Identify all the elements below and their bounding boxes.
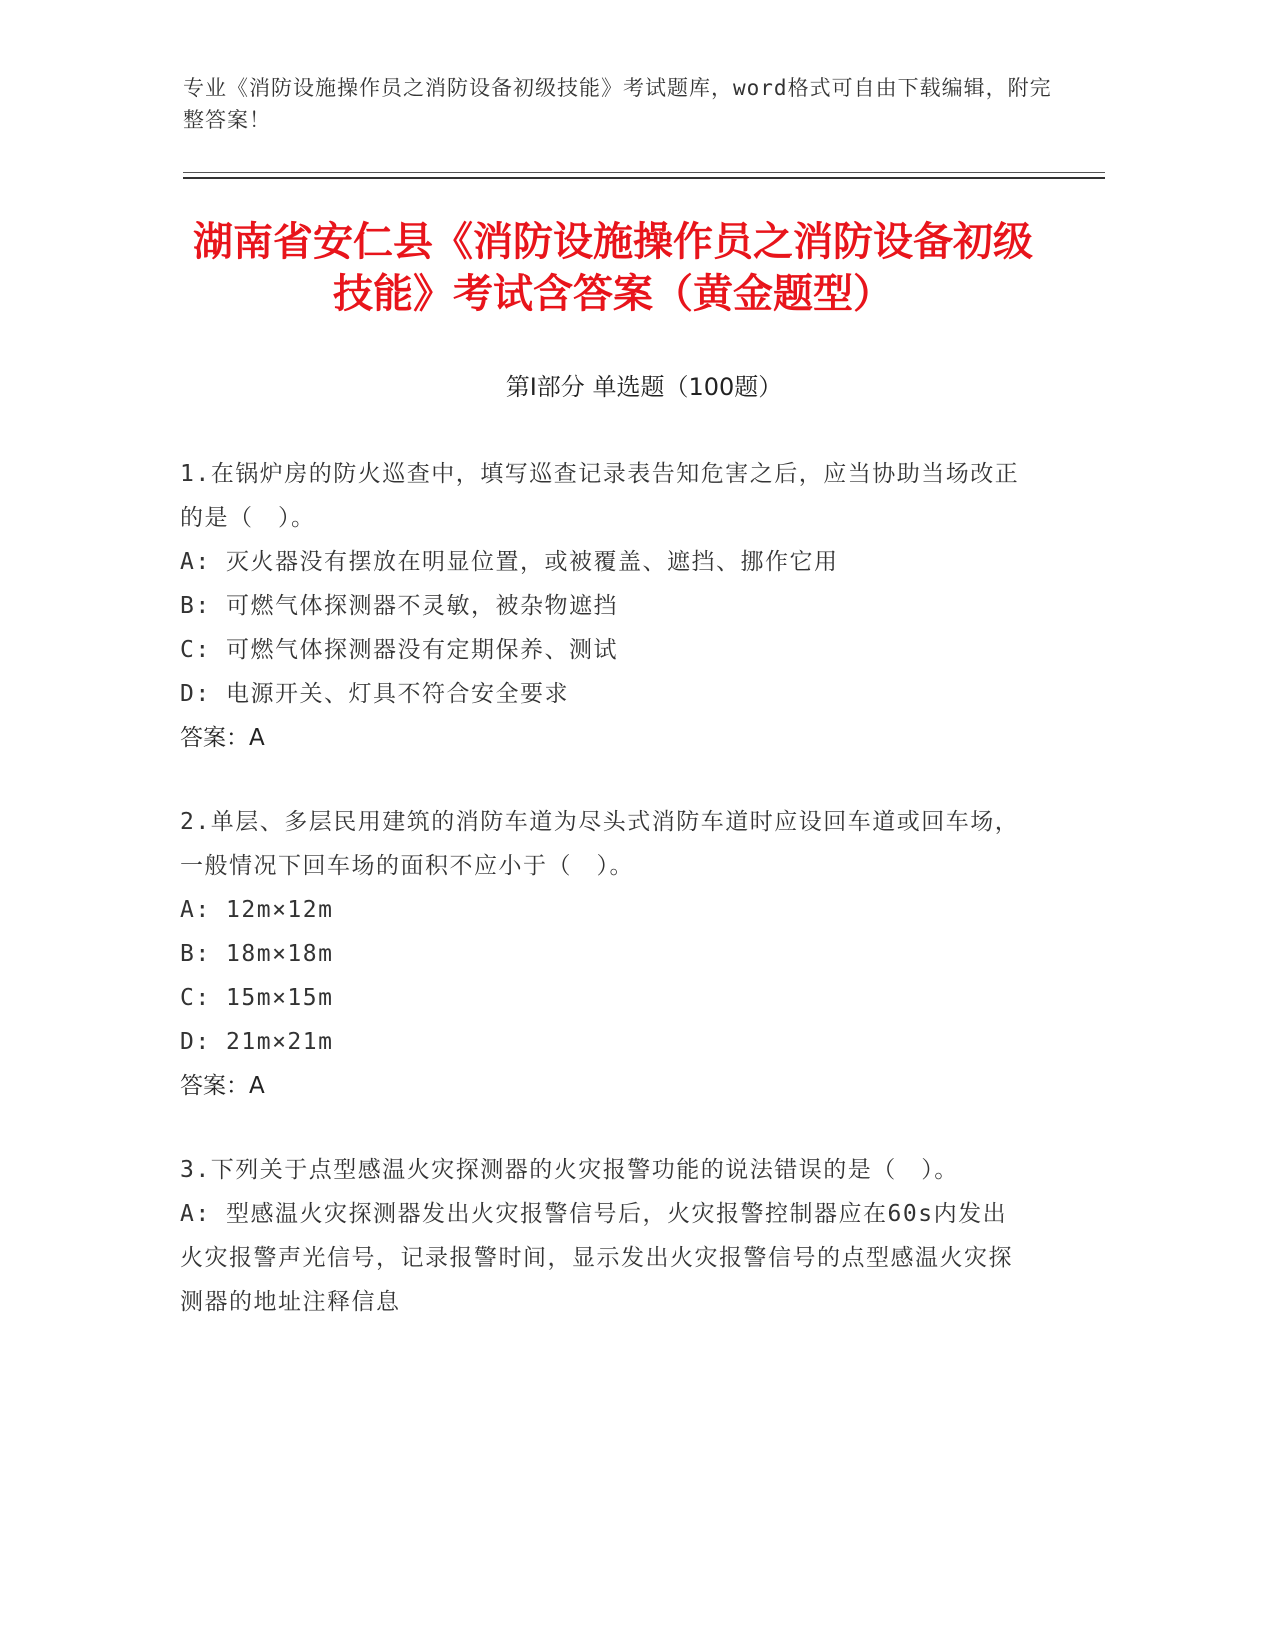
question-list bbox=[180, 452, 1030, 1364]
section-title: 第Ⅰ部分 单选题（100题） bbox=[505, 373, 783, 401]
option-a: A: 型感温火灾探测器发出火灾报警信号后，火灾报警控制器应在60s内发出火灾报警声光信号，记录报警时间，显示发出火灾报警信号的点型感温火灾探测器的地址注释信息 bbox=[180, 1201, 1013, 1315]
question-3 bbox=[180, 1148, 1030, 1324]
answer: 答案：A bbox=[180, 725, 265, 751]
question-1 bbox=[180, 452, 1030, 760]
question-text: 3.下列关于点型感温火灾探测器的火灾报警功能的说法错误的是（ ）。 bbox=[180, 1157, 959, 1183]
option-d: D: 电源开关、灯具不符合安全要求 bbox=[180, 681, 570, 707]
option-c: C: 15m×15m bbox=[180, 985, 334, 1011]
option-a: A: 灭火器没有摆放在明显位置，或被覆盖、遮挡、挪作它用 bbox=[180, 549, 839, 575]
header-note: 专业《消防设施操作员之消防设备初级技能》考试题库，word格式可自由下载编辑，附完整答案！ bbox=[183, 76, 1052, 132]
question-2 bbox=[180, 800, 1030, 1108]
option-b: B: 可燃气体探测器不灵敏，被杂物遮挡 bbox=[180, 593, 619, 619]
document-title: 湖南省安仁县《消防设施操作员之消防设备初级技能》考试含答案（黄金题型） bbox=[193, 219, 1033, 317]
header-divider-thick bbox=[183, 177, 1105, 179]
header-divider-thin bbox=[183, 172, 1105, 173]
option-a: A: 12m×12m bbox=[180, 897, 334, 923]
option-b: B: 18m×18m bbox=[180, 941, 334, 967]
option-d: D: 21m×21m bbox=[180, 1029, 334, 1055]
question-text: 2.单层、多层民用建筑的消防车道为尽头式消防车道时应设回车道或回车场，一般情况下回车场的面积不应小于（ ）。 bbox=[180, 809, 1020, 879]
answer: 答案：A bbox=[180, 1073, 265, 1099]
option-c: C: 可燃气体探测器没有定期保养、测试 bbox=[180, 637, 619, 663]
question-text: 1.在锅炉房的防火巡查中，填写巡查记录表告知危害之后，应当协助当场改正的是（ ）。 bbox=[180, 461, 1020, 531]
